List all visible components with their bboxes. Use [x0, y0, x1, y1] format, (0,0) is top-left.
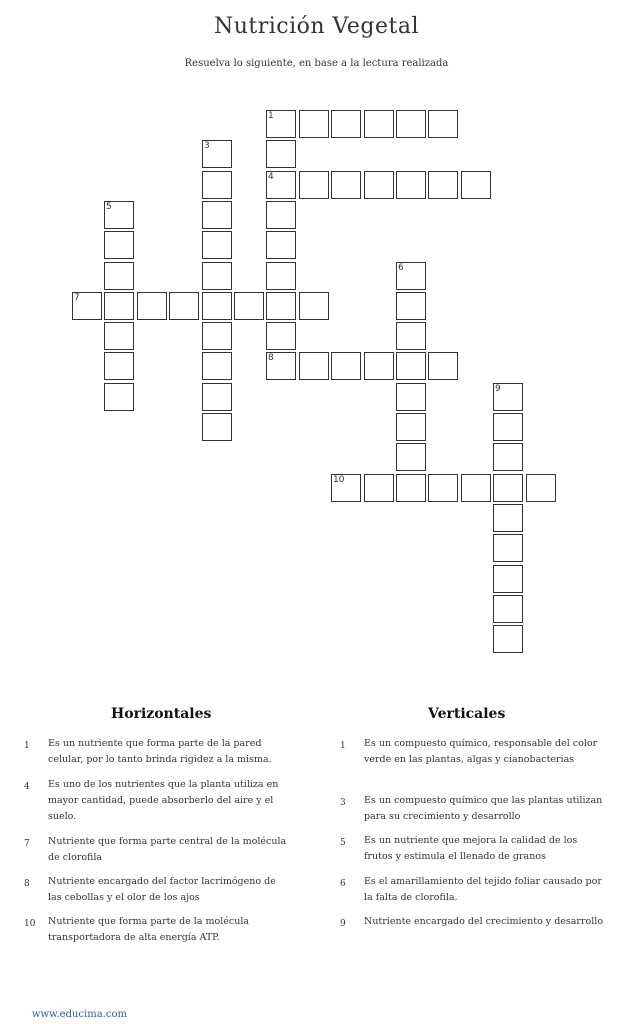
crossword-cell[interactable]: [461, 474, 491, 502]
crossword-cell[interactable]: [72, 292, 102, 320]
clue-text: Nutriente encargado del crecimiento y desarrollo: [364, 916, 604, 927]
clue-text: Es un nutriente que mejora la calidad de los frutos y estimula el llenado de granos: [364, 835, 578, 862]
crossword-cell[interactable]: [493, 625, 523, 653]
crossword-cell[interactable]: [266, 231, 296, 259]
crossword-cell[interactable]: [493, 383, 523, 411]
crossword-cell[interactable]: [331, 474, 361, 502]
clue-text: Nutriente que forma parte de la molécula transportadora de alta energía ATP.: [48, 916, 250, 943]
crossword-cell[interactable]: [104, 262, 134, 290]
crossword-cell[interactable]: [104, 352, 134, 380]
crossword-cell[interactable]: [202, 140, 232, 168]
clue-text: Nutriente que forma parte central de la molécula de clorofila: [48, 836, 287, 863]
crossword-cell[interactable]: [104, 383, 134, 411]
crossword-cell[interactable]: [396, 443, 426, 471]
crossword-cell[interactable]: [104, 231, 134, 259]
cell-number: 6: [398, 263, 404, 273]
cell-number: 7: [74, 293, 80, 303]
crossword-cell[interactable]: [396, 171, 426, 199]
clue-number: 1: [340, 741, 346, 751]
crossword-cell[interactable]: [266, 262, 296, 290]
cell-number: 1: [268, 111, 274, 121]
clue-text: Es el amarillamiento del tejido foliar causado por la falta de clorofila.: [364, 876, 602, 903]
cell-number: 8: [268, 353, 274, 363]
down-heading: Verticales: [428, 706, 506, 722]
crossword-cell[interactable]: [396, 322, 426, 350]
crossword-cell[interactable]: [202, 262, 232, 290]
crossword-cell[interactable]: [428, 474, 458, 502]
crossword-cell[interactable]: [493, 504, 523, 532]
clue-number: 1: [24, 741, 30, 751]
crossword-cell[interactable]: [266, 352, 296, 380]
crossword-cell[interactable]: [202, 292, 232, 320]
clue-text: Es un compuesto químico que las plantas utilizan para su crecimiento y desarrollo: [364, 795, 603, 822]
crossword-cell[interactable]: [202, 201, 232, 229]
clue-number: 7: [24, 839, 30, 849]
crossword-cell[interactable]: [396, 352, 426, 380]
clue-number: 5: [340, 838, 346, 848]
crossword-cell[interactable]: [299, 292, 329, 320]
crossword-cell[interactable]: [202, 322, 232, 350]
crossword-cell[interactable]: [526, 474, 556, 502]
page-subtitle: Resuelva lo siguiente, en base a la lectura realizada: [184, 58, 449, 69]
crossword-cell[interactable]: [202, 171, 232, 199]
cell-number: 4: [268, 172, 274, 182]
crossword-cell[interactable]: [364, 110, 394, 138]
crossword-cell[interactable]: [461, 171, 491, 199]
crossword-cell[interactable]: [493, 595, 523, 623]
clue-text: Es uno de los nutrientes que la planta utiliza en mayor cantidad, puede absorberlo del aire y el suelo.: [48, 779, 279, 822]
crossword-cell[interactable]: [266, 110, 296, 138]
crossword-cell[interactable]: [396, 413, 426, 441]
crossword-cell[interactable]: [202, 413, 232, 441]
crossword-cell[interactable]: [104, 292, 134, 320]
clue-text: Es un compuesto químico, responsable del color verde en las plantas, algas y cianobacterias: [364, 738, 598, 765]
cell-number: 10: [333, 475, 345, 485]
crossword-cell[interactable]: [396, 474, 426, 502]
clue-number: 8: [24, 879, 30, 889]
crossword-cell[interactable]: [493, 474, 523, 502]
footer-link[interactable]: www.educima.com: [32, 1009, 127, 1020]
cell-number: 3: [204, 141, 210, 151]
crossword-cell[interactable]: [396, 292, 426, 320]
crossword-cell[interactable]: [396, 110, 426, 138]
clue-number: 9: [340, 919, 346, 929]
crossword-cell[interactable]: [493, 534, 523, 562]
crossword-cell[interactable]: [493, 443, 523, 471]
crossword-cell[interactable]: [202, 383, 232, 411]
crossword-cell[interactable]: [299, 171, 329, 199]
crossword-cell[interactable]: [331, 110, 361, 138]
crossword-cell[interactable]: [299, 352, 329, 380]
clue-number: 3: [340, 798, 346, 808]
crossword-cell[interactable]: [299, 110, 329, 138]
clue-text: Es un nutriente que forma parte de la pared celular, por lo tanto brinda rigidez a la misma.: [48, 738, 272, 765]
crossword-cell[interactable]: [266, 322, 296, 350]
crossword-cell[interactable]: [493, 413, 523, 441]
crossword-cell[interactable]: [234, 292, 264, 320]
crossword-cell[interactable]: [428, 352, 458, 380]
crossword-cell[interactable]: [364, 171, 394, 199]
crossword-cell[interactable]: [104, 201, 134, 229]
clue-number: 10: [24, 919, 36, 929]
cell-number: 9: [495, 384, 501, 394]
crossword-cell[interactable]: [137, 292, 167, 320]
cell-number: 5: [106, 202, 112, 212]
crossword-cell[interactable]: [104, 322, 134, 350]
crossword-cell[interactable]: [428, 110, 458, 138]
crossword-cell[interactable]: [428, 171, 458, 199]
crossword-cell[interactable]: [493, 565, 523, 593]
clue-number: 4: [24, 782, 30, 792]
page-title: Nutrición Vegetal: [213, 14, 420, 39]
crossword-cell[interactable]: [364, 352, 394, 380]
crossword-cell[interactable]: [169, 292, 199, 320]
crossword-cell[interactable]: [266, 292, 296, 320]
crossword-cell[interactable]: [364, 474, 394, 502]
crossword-cell[interactable]: [202, 352, 232, 380]
crossword-cell[interactable]: [266, 201, 296, 229]
crossword-cell[interactable]: [396, 383, 426, 411]
across-heading: Horizontales: [111, 706, 212, 722]
crossword-cell[interactable]: [266, 171, 296, 199]
crossword-cell[interactable]: [396, 262, 426, 290]
crossword-cell[interactable]: [331, 352, 361, 380]
crossword-cell[interactable]: [202, 231, 232, 259]
crossword-cell[interactable]: [331, 171, 361, 199]
crossword-cell[interactable]: [266, 140, 296, 168]
clue-number: 6: [340, 879, 346, 889]
clue-text: Nutriente encargado del factor lacrimógeno de las cebollas y el olor de los ajos: [48, 876, 276, 903]
